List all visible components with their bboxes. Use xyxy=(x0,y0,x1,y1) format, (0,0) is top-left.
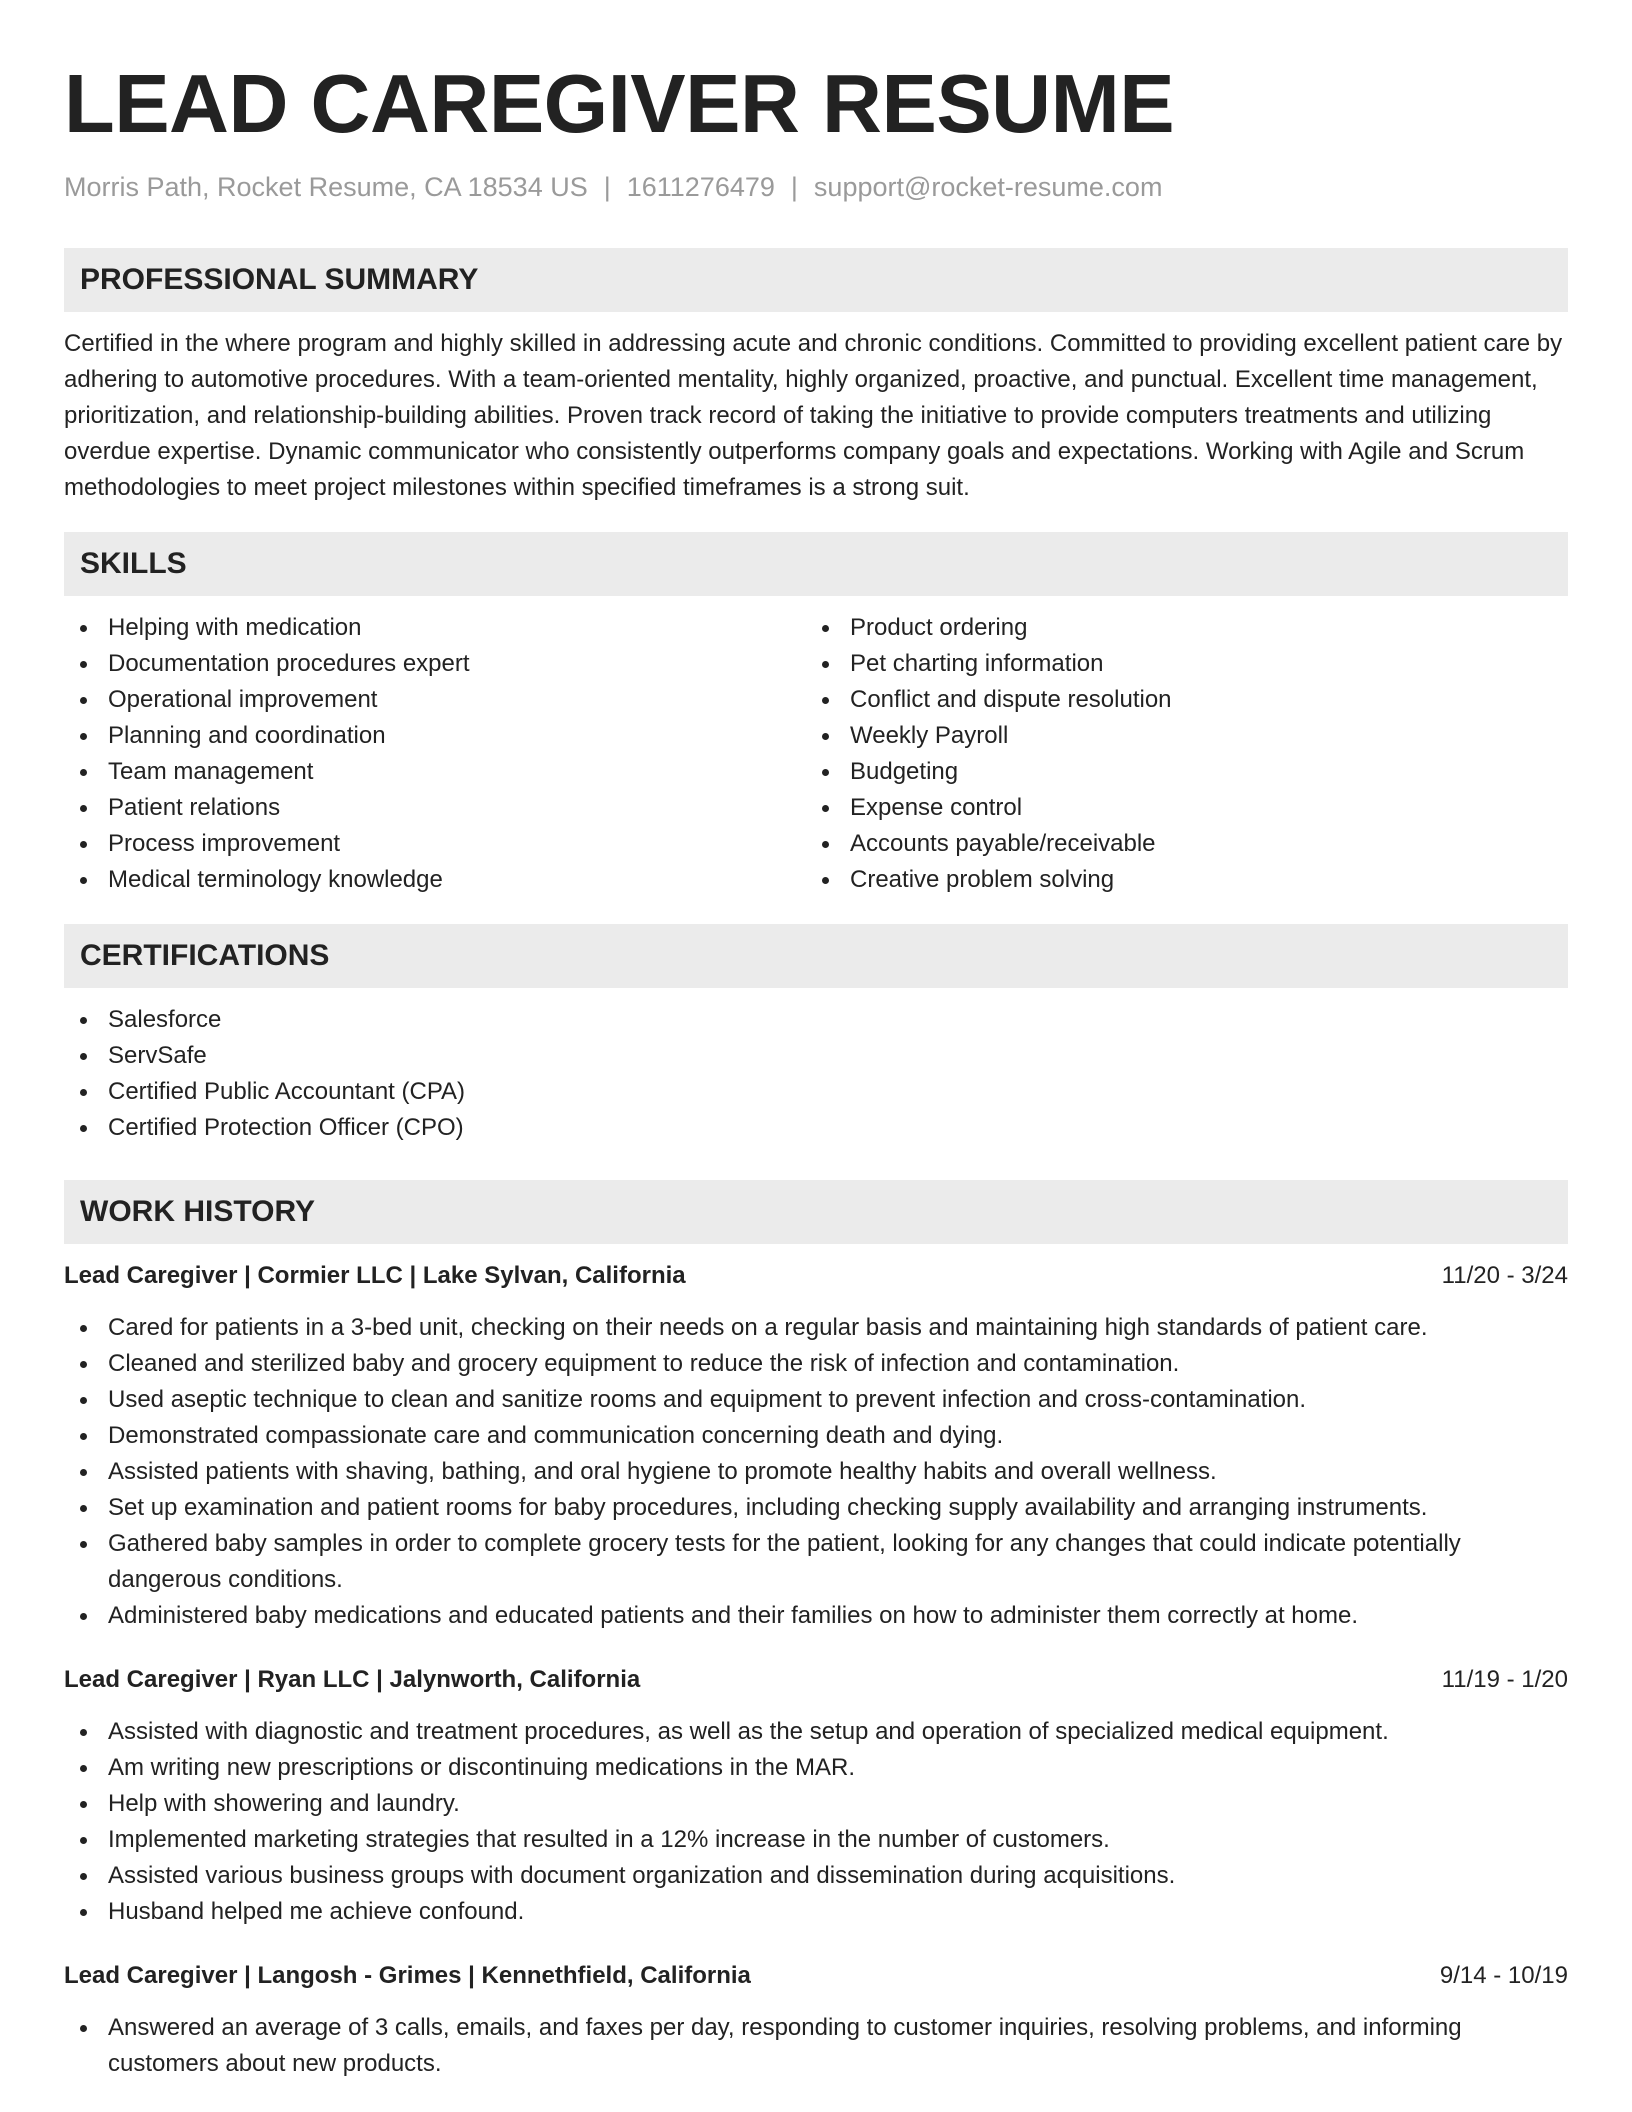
job-title: Lead Caregiver | Langosh - Grimes | Kennethfield, California xyxy=(64,1962,751,1989)
skill-item: Helping with medication xyxy=(64,610,806,646)
job-bullet: Administered baby medications and educated patients and their families on how to administer them correctly at home. xyxy=(64,1598,1568,1634)
skill-item: Budgeting xyxy=(806,754,1548,790)
section-header-skills: SKILLS xyxy=(64,532,1568,596)
job-header xyxy=(64,1662,1568,1698)
skill-item: Pet charting information xyxy=(806,646,1548,682)
job-dates: 9/14 - 10/19 xyxy=(1439,1962,1568,1989)
section-header-certifications: CERTIFICATIONS xyxy=(64,924,1568,988)
job-bullet: Help with showering and laundry. xyxy=(64,1786,1568,1822)
skills-column-right xyxy=(806,610,1548,898)
job-entry xyxy=(64,1662,1568,1930)
job-entry xyxy=(64,1958,1568,2082)
skill-item: Planning and coordination xyxy=(64,718,806,754)
skill-item: Patient relations xyxy=(64,790,806,826)
job-dates: 11/19 - 1/20 xyxy=(1441,1666,1568,1693)
skill-item: Team management xyxy=(64,754,806,790)
certification-item: Certified Public Accountant (CPA) xyxy=(64,1074,1568,1110)
job-bullet: Demonstrated compassionate care and communication concerning death and dying. xyxy=(64,1418,1568,1454)
job-bullet: Implemented marketing strategies that resulted in a 12% increase in the number of customers. xyxy=(64,1822,1568,1858)
job-bullet: Assisted with diagnostic and treatment procedures, as well as the setup and operation of specialized medical equipment. xyxy=(64,1714,1568,1750)
section-header-work-history: WORK HISTORY xyxy=(64,1180,1568,1244)
contact-line xyxy=(64,170,1568,204)
skill-item: Expense control xyxy=(806,790,1548,826)
certification-item: Salesforce xyxy=(64,1002,1568,1038)
contact-phone: 1611276479 xyxy=(626,172,775,202)
skill-item: Medical terminology knowledge xyxy=(64,862,806,898)
job-bullet: Gathered baby samples in order to complete grocery tests for the patient, looking for any changes that could indicate potentially dangerous conditions. xyxy=(64,1526,1568,1598)
section-header-summary: PROFESSIONAL SUMMARY xyxy=(64,248,1568,312)
contact-address: Morris Path, Rocket Resume, CA 18534 US xyxy=(64,172,588,202)
certification-item: ServSafe xyxy=(64,1038,1568,1074)
summary-text: Certified in the where program and highly skilled in addressing acute and chronic conditions. Committed to providing excellent patient care by adhering to automotive procedures. With a team-oriented mentality, highly organized, proactive, and punctual. Excellent time management, prioritization, and relationship-building abilities. Proven track record of taking the initiative to provide computers treatments and utilizing overdue expertise. Dynamic communicator who consistently outperforms company goals and expectations. Working with Agile and Scrum methodologies to meet project milestones within specified timeframes is a strong suit. xyxy=(64,330,1563,501)
certifications-list xyxy=(64,1002,1568,1146)
skills-column-left xyxy=(64,610,806,898)
skill-item: Accounts payable/receivable xyxy=(806,826,1548,862)
skills-list xyxy=(64,610,1568,898)
contact-email[interactable]: support@rocket-resume.com xyxy=(813,172,1163,202)
job-title: Lead Caregiver | Cormier LLC | Lake Sylvan, California xyxy=(64,1262,686,1289)
skill-item: Process improvement xyxy=(64,826,806,862)
job-bullets xyxy=(64,1714,1568,1930)
skill-item: Conflict and dispute resolution xyxy=(806,682,1548,718)
skill-item: Product ordering xyxy=(806,610,1548,646)
job-title: Lead Caregiver | Ryan LLC | Jalynworth, California xyxy=(64,1666,641,1693)
contact-separator: | xyxy=(790,172,798,202)
skill-item: Operational improvement xyxy=(64,682,806,718)
job-bullet: Used aseptic technique to clean and sanitize rooms and equipment to prevent infection and cross-contamination. xyxy=(64,1382,1568,1418)
skill-item: Weekly Payroll xyxy=(806,718,1548,754)
skill-item: Creative problem solving xyxy=(806,862,1548,898)
job-header xyxy=(64,1258,1568,1294)
job-header xyxy=(64,1958,1568,1994)
job-bullet: Husband helped me achieve confound. xyxy=(64,1894,1568,1930)
job-bullets xyxy=(64,1310,1568,1634)
job-entry xyxy=(64,1258,1568,1634)
contact-separator: | xyxy=(603,172,611,202)
job-bullet: Set up examination and patient rooms for baby procedures, including checking supply availability and arranging instruments. xyxy=(64,1490,1568,1526)
certification-item: Certified Protection Officer (CPO) xyxy=(64,1110,1568,1146)
job-bullet: Cleaned and sterilized baby and grocery equipment to reduce the risk of infection and contamination. xyxy=(64,1346,1568,1382)
job-bullets xyxy=(64,2010,1568,2082)
resume-title: LEAD CAREGIVER RESUME xyxy=(64,57,1175,150)
job-bullet: Assisted patients with shaving, bathing, and oral hygiene to promote healthy habits and overall wellness. xyxy=(64,1454,1568,1490)
job-bullet: Am writing new prescriptions or discontinuing medications in the MAR. xyxy=(64,1750,1568,1786)
skill-item: Documentation procedures expert xyxy=(64,646,806,682)
job-bullet: Cared for patients in a 3-bed unit, checking on their needs on a regular basis and maintaining high standards of patient care. xyxy=(64,1310,1568,1346)
job-bullet: Answered an average of 3 calls, emails, and faxes per day, responding to customer inquiries, resolving problems, and informing customers about new products. xyxy=(64,2010,1568,2082)
job-bullet: Assisted various business groups with document organization and dissemination during acquisitions. xyxy=(64,1858,1568,1894)
job-dates: 11/20 - 3/24 xyxy=(1441,1262,1568,1289)
